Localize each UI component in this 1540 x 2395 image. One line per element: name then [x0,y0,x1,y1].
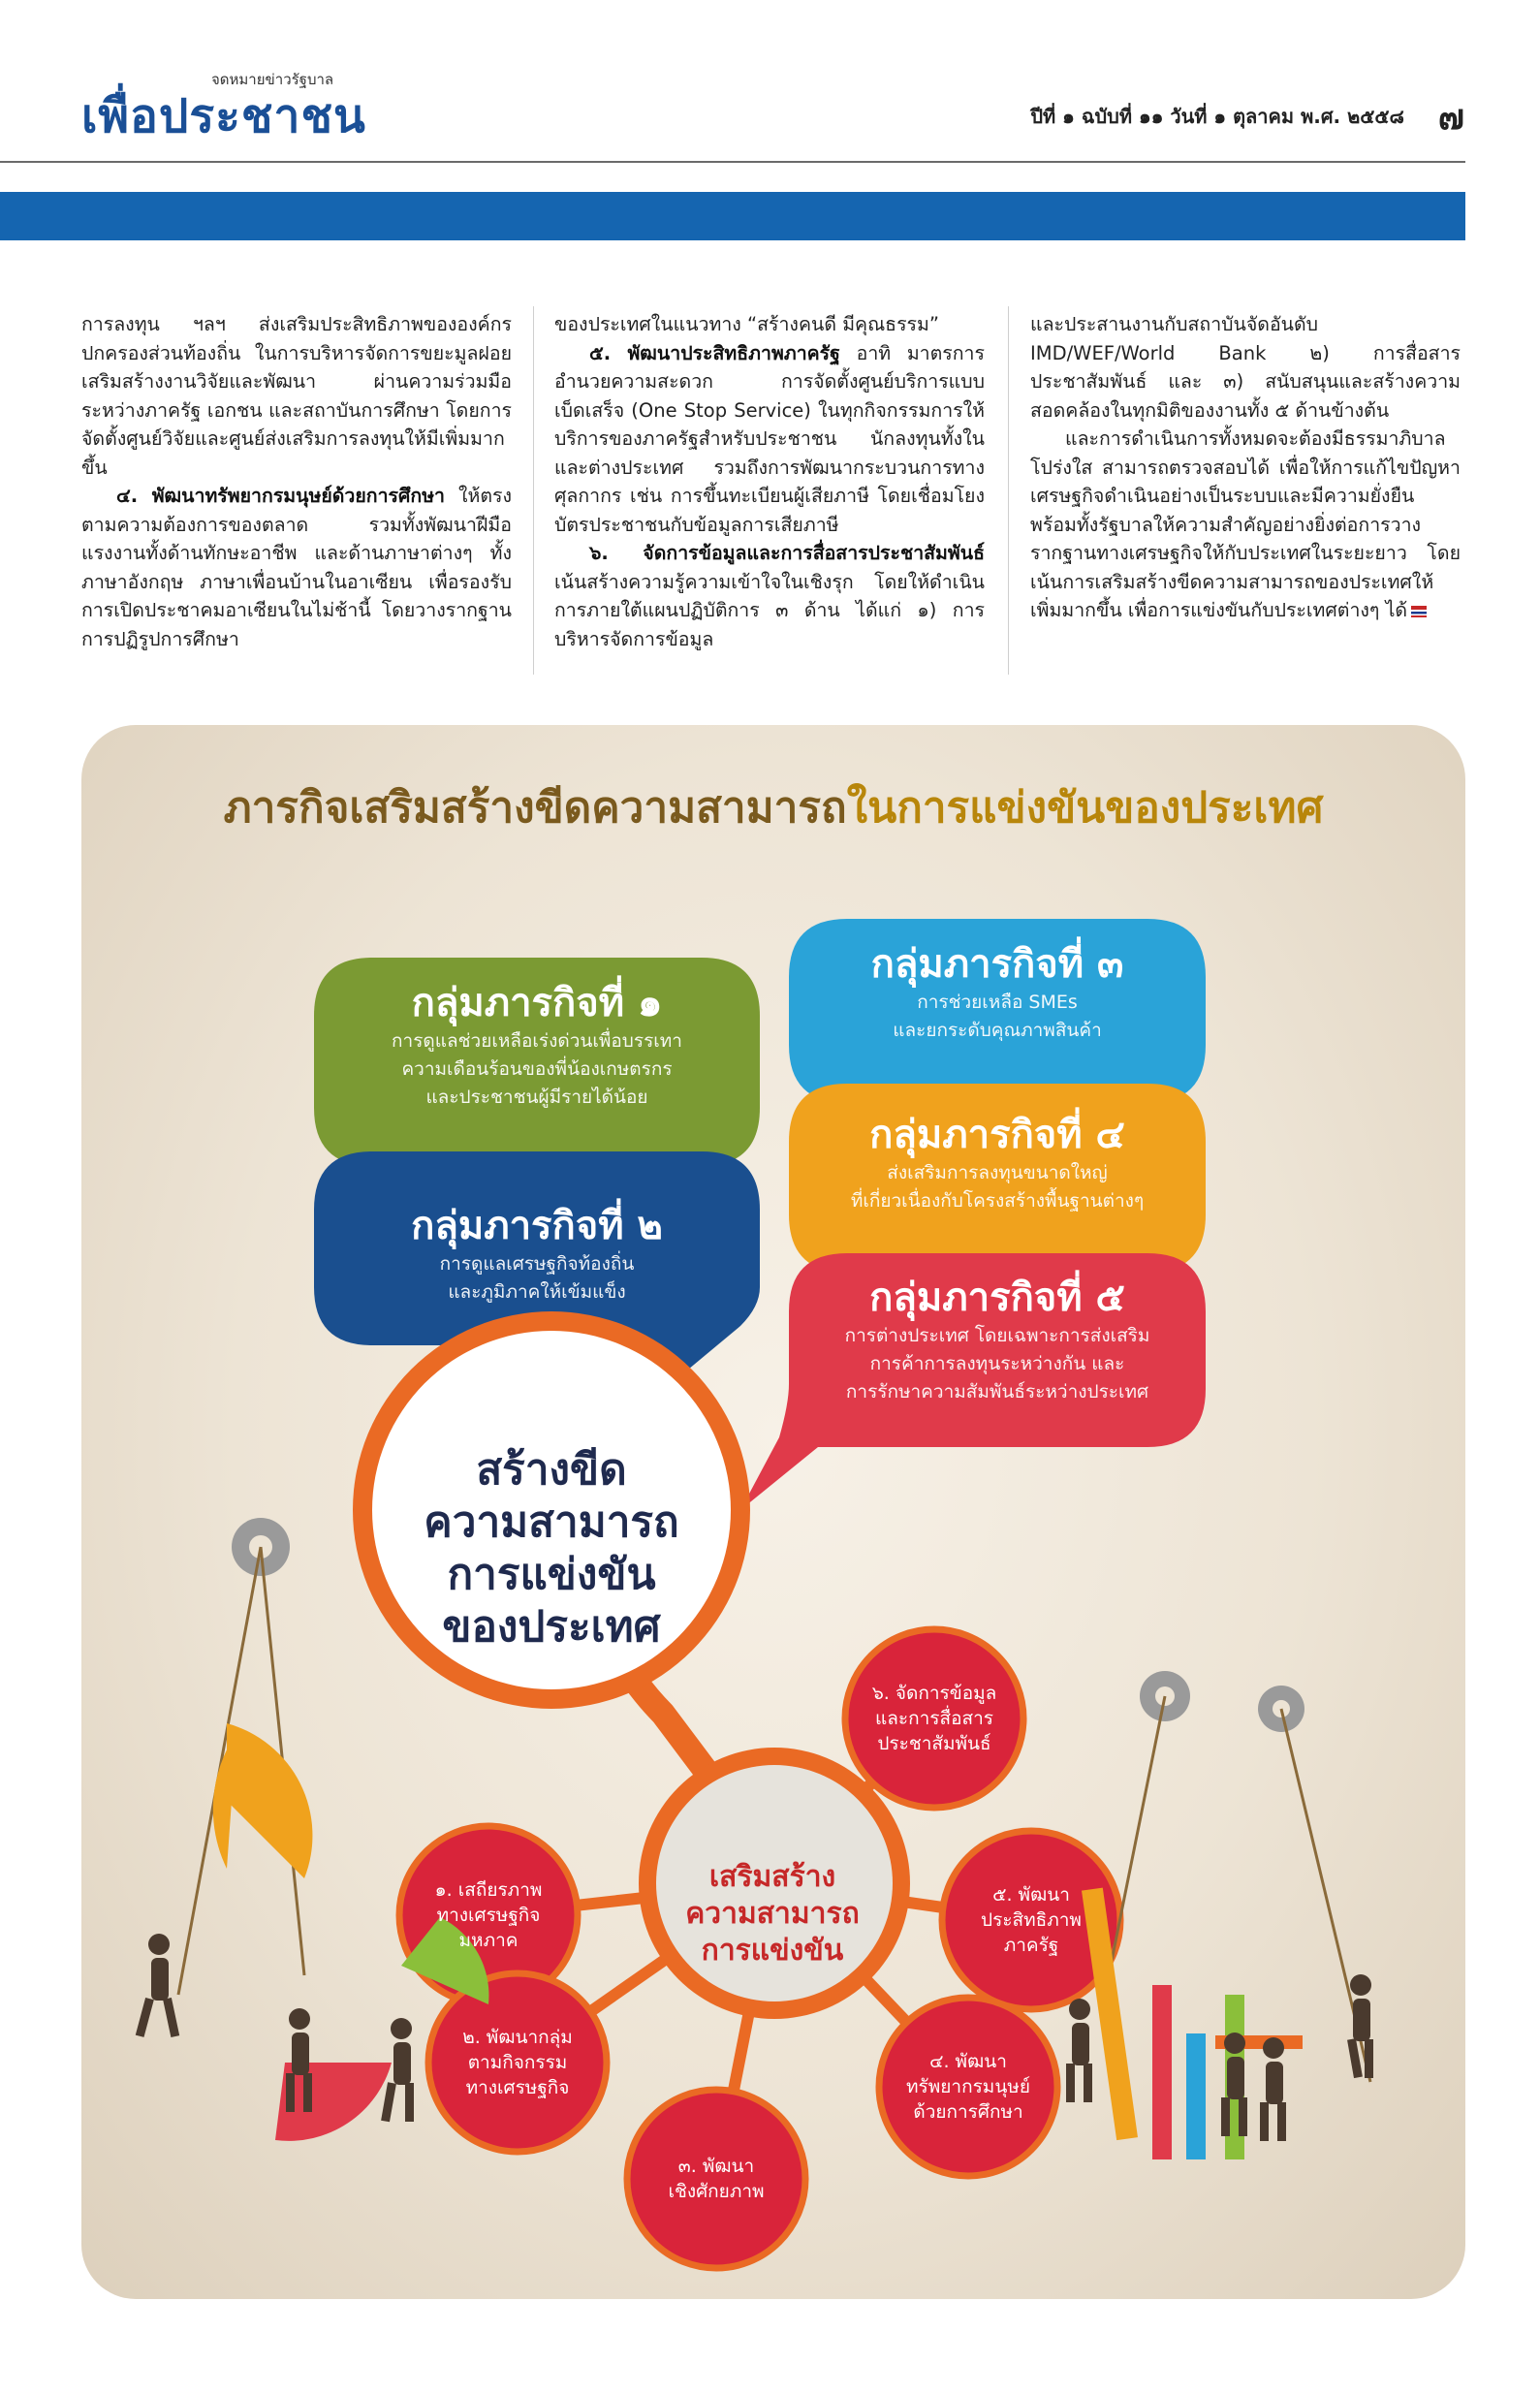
issue-info: ปีที่ ๑ ฉบับที่ ๑๑ วันที่ ๑ ตุลาคม พ.ศ. ๒๕๕๘ [1030,105,1404,128]
column-divider [533,306,534,675]
group-heading: กลุ่มภารกิจที่ ๓ [870,942,1124,987]
group-description: การต่างประเทศ โดยเฉพาะการส่งเสริม [844,1325,1150,1346]
group-description: ส่งเสริมการลงทุนขนาดใหญ่ [887,1162,1108,1183]
group-description: ความเดือนร้อนของพี่น้องเกษตรกร [401,1058,673,1080]
group-4-text [789,1111,1206,1215]
article-column-1 [81,310,512,653]
group-5-text [789,1274,1206,1406]
group-heading: กลุ่มภารกิจที่ ๒ [411,1204,663,1248]
group-description: การช่วยเหลือ SMEs [917,992,1078,1013]
group-heading: กลุ่มภารกิจที่ ๑ [411,981,663,1025]
group-description: และยกระดับคุณภาพสินค้า [893,1020,1102,1041]
column-divider [1008,306,1009,675]
masthead-title: เพื่อประชาชน [81,89,366,143]
center-hub-text: เสริมสร้าง ความสามารถ การแข่งขัน [685,1860,860,1968]
group-heading: กลุ่มภารกิจที่ ๕ [869,1276,1125,1320]
article-paragraph: ของประเทศในแนวทาง “สร้างคนดี มีคุณธรรม” [554,313,939,335]
node-2-text: ๒. พัฒนากลุ่ม ตามกิจกรรม ทางเศรษฐกิจ [462,2027,573,2098]
node-5-text: ๕. พัฒนา ประสิทธิภาพ ภาครัฐ [981,1884,1082,1956]
group-3-text [789,940,1206,1045]
infographic-panel [81,725,1465,2299]
node-1-text: ๑. เสถียรภาพ ทางเศรษฐกิจ มหภาค [434,1879,543,1951]
thai-flag-icon [1411,606,1427,617]
group-description: การดูแลเศรษฐกิจท้องถิ่น [439,1253,635,1275]
infographic-title: ภารกิจเสริมสร้างขีดความสามารถในการแข่งขันของประเทศ [223,783,1324,833]
masthead-subtitle: จดหมายข่าวรัฐบาล [211,71,334,88]
group-description: การค้าการลงทุนระหว่างกัน และ [869,1353,1125,1374]
article-paragraph: และประสานงานกับสถาบันจัดอันดับ IMD/WEF/World Bank ๒) การสื่อสารประชาสัมพันธ์ และ ๓) สนับสนุนและสร้างความสอดคล้องในทุกมิติของงานทั้ง ๕ ด้านข้างต้น [1030,313,1461,422]
article-paragraph: การลงทุน ฯลฯ ส่งเสริมประสิทธิภาพขององค์กรปกครองส่วนท้องถิ่น ในการบริหารจัดการขยะมูลฝอย เสริมสร้างงานวิจัยและพัฒนา ผ่านความร่วมมือระหว่างภาครัฐ เอกชน และสถาบันการศึกษา โดยการจัดตั้งศูนย์วิจัยและศูนย์ส่งเสริมการลงทุนให้มีเพิ่มมากขึ้น [81,313,512,479]
article-paragraph: ๔. พัฒนาทรัพยากรมนุษย์ด้วยการศึกษา ให้ตรงตามความต้องการของตลาด รวมทั้งพัฒนาฝีมือแรงงานทั้งด้านทักษะอาชีพ และด้านภาษาต่างๆ ทั้งภาษาอังกฤษ ภาษาเพื่อนบ้านในอาเซียน เพื่อรองรับการเปิดประชาคมอาเซียนในไม่ช้านี้ โดยวางรากฐานการปฏิรูปการศึกษา [81,485,512,650]
group-description: และภูมิภาคให้เข้มแข็ง [448,1281,626,1303]
node-3-text: ๓. พัฒนา เชิงศักยภาพ [668,2156,765,2202]
article-paragraph: และการดำเนินการทั้งหมดจะต้องมีธรรมาภิบาล โปร่งใส สามารถตรวจสอบได้ เพื่อให้การแก้ไขปัญหาเศรษฐกิจดำเนินอย่างเป็นระบบและมีความยั่งยืน พร้อมทั้งรัฐบาลให้ความสำคัญอย่างยิ่งต่อการวางรากฐานทางเศรษฐกิจให้กับประเทศในระยะยาว โดยเน้นการเสริมสร้างขีดความสามารถของประเทศให้เพิ่มมากขึ้น เพื่อการแข่งขันกับประเทศต่างๆ ได้ [1030,427,1461,621]
article-column-3 [1030,310,1461,625]
header-color-band [0,192,1465,240]
node-6-text: ๖. จัดการข้อมูล และการสื่อสาร ประชาสัมพันธ์ [871,1683,997,1754]
group-description: การรักษาความสัมพันธ์ระหว่างประเทศ [845,1381,1149,1402]
group-heading: กลุ่มภารกิจที่ ๔ [869,1113,1125,1157]
group-1-text [314,979,760,1112]
pie-chart-slice [227,1723,312,1878]
main-hub-text: สร้างขีด ความสามารถ การแข่งขัน ของประเทศ [424,1445,679,1652]
bar-chart-bar [1186,2033,1206,2159]
group-description: ที่เกี่ยวเนื่องกับโครงสร้างพื้นฐานต่างๆ [850,1190,1145,1212]
header-rule [0,161,1465,163]
group-description: และประชาชนผู้มีรายได้น้อย [425,1087,648,1108]
group-2-text [314,1202,760,1307]
infographic-graphics [81,725,1465,2299]
group-description: การดูแลช่วยเหลือเร่งด่วนเพื่อบรรเทา [392,1030,682,1052]
bar-chart-bar [1152,1985,1172,2159]
node-4-text: ๔. พัฒนา ทรัพยากรมนุษย์ ด้วยการศึกษา [906,2051,1030,2123]
page-number: ๗ [1437,98,1464,138]
article-paragraph: ๖. จัดการข้อมูลและการสื่อสารประชาสัมพันธ์ เน้นสร้างความรู้ความเข้าใจในเชิงรุก โดยให้ดำเนินการภายใต้แผนปฏิบัติการ ๓ ด้าน ได้แก่ ๑) การบริหารจัดการข้อมูล [554,542,985,650]
article-paragraph: ๕. พัฒนาประสิทธิภาพภาครัฐ อาทิ มาตรการอำนวยความสะดวก การจัดตั้งศูนย์บริการแบบเบ็ดเสร็จ (One Stop Service) ในทุกกิจกรรมการให้บริการของภาครัฐสำหรับประชาชน นักลงทุนทั้งในและต่างประเทศ รวมถึงการพัฒนากระบวนการทางศุลกากร เช่น การขึ้นทะเบียนผู้เสียภาษี โดยเชื่อมโยงบัตรประชาชนกับข้อมูลการเสียภาษี [554,341,985,536]
article-column-2 [554,310,985,653]
